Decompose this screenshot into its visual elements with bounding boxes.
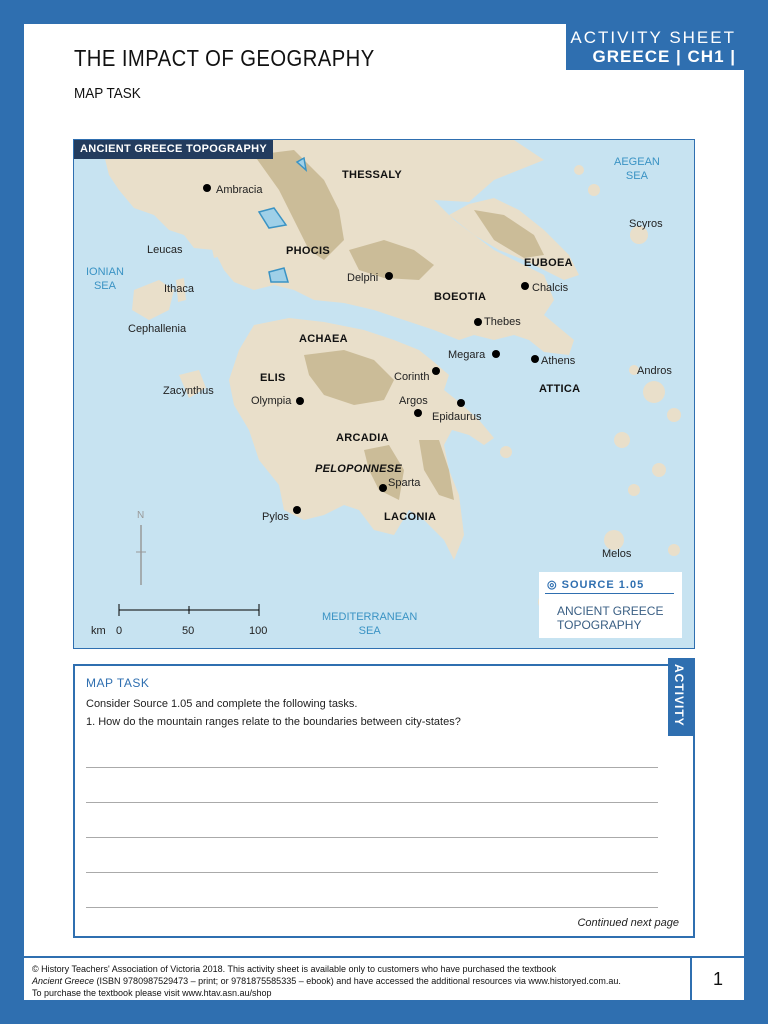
page-title: THE IMPACT OF GEOGRAPHY — [74, 45, 375, 71]
source-box — [539, 572, 682, 638]
scale-unit: km — [91, 625, 106, 637]
city-marker-pylos — [293, 506, 301, 514]
answer-line-4[interactable] — [86, 872, 658, 873]
place-cephallenia: Cephallenia — [128, 323, 187, 335]
region-peloponnese: PELOPONNESE — [315, 463, 403, 475]
place-zacynthus: Zacynthus — [163, 385, 214, 397]
island-aegean-1 — [614, 432, 630, 448]
page-subtitle: MAP TASK — [74, 85, 141, 102]
place-thebes: Thebes — [484, 316, 521, 328]
island-melos — [604, 530, 624, 550]
source-divider — [545, 593, 674, 594]
city-marker-megara — [492, 350, 500, 358]
continued-note: Continued next page — [577, 917, 679, 929]
map-title-tag: ANCIENT GREECE TOPOGRAPHY — [74, 140, 273, 159]
city-marker-chalcis — [521, 282, 529, 290]
answer-line-2[interactable] — [86, 802, 658, 803]
task-intro: Consider Source 1.05 and complete the following tasks. — [86, 698, 358, 710]
task-heading: MAP TASK — [86, 676, 150, 690]
activity-sheet-label: ACTIVITY SHEET — [570, 28, 736, 47]
compass-north-label: N — [137, 510, 145, 521]
city-marker-athens — [531, 355, 539, 363]
activity-side-label: ACTIVITY — [672, 664, 686, 727]
copyright-notice: © History Teachers' Association of Victoria 2018. This activity sheet is available only to customers who have purchased the textbook Ancient Greece (ISBN 9780987529473 – print; or 9781875585335 – ebook) and have accessed the additional resources via www.historyed.com.au. To purchase the textbook please visit www.htav.asn.au/shop — [32, 964, 621, 998]
region-arcadia: ARCADIA — [336, 432, 389, 444]
region-elis: ELIS — [260, 372, 286, 384]
place-ambracia: Ambracia — [216, 184, 263, 196]
chapter-code: GREECE | CH1 | 01 — [592, 47, 736, 86]
place-corinth: Corinth — [394, 371, 430, 383]
scale-label-0: 0 — [116, 625, 123, 637]
region-laconia: LACONIA — [384, 511, 437, 523]
place-ithaca: Ithaca — [164, 283, 194, 295]
place-chalcis: Chalcis — [532, 282, 569, 294]
region-phocis: PHOCIS — [286, 245, 330, 257]
place-delphi: Delphi — [347, 272, 379, 284]
source-caption: ANCIENT GREECE TOPOGRAPHY — [557, 604, 664, 632]
sea-label-mediterranean: MEDITERRANEAN SEA — [322, 611, 418, 637]
place-leucas: Leucas — [147, 244, 183, 256]
city-marker-olympia — [296, 397, 304, 405]
city-marker-sparta — [379, 484, 387, 492]
island-aegean-4 — [667, 408, 681, 422]
answer-line-3[interactable] — [86, 837, 658, 838]
place-pylos: Pylos — [262, 511, 289, 523]
city-marker-epidaurus — [457, 399, 465, 407]
place-athens: Athens — [541, 355, 576, 367]
activity-sheet-tag — [566, 24, 744, 86]
city-marker-argos — [414, 409, 422, 417]
city-marker-thebes — [474, 318, 482, 326]
place-olympia: Olympia — [251, 395, 292, 407]
scale-label-50: 50 — [182, 625, 195, 637]
sea-label-aegean: AEGEAN SEA — [614, 156, 660, 182]
scale-label-100: 100 — [249, 625, 268, 637]
region-boeotia: BOEOTIA — [434, 291, 487, 303]
island-aegean-3 — [628, 484, 640, 496]
place-sparta: Sparta — [388, 477, 421, 489]
place-epidaurus: Epidaurus — [432, 411, 482, 423]
source-heading: ◎ SOURCE 1.05 — [547, 579, 645, 591]
sea-label-ionian: IONIAN SEA — [86, 266, 124, 292]
city-marker-corinth — [432, 367, 440, 375]
page-number: 1 — [690, 958, 744, 1000]
island-aegean-8 — [500, 446, 512, 458]
map-task-box — [73, 664, 695, 938]
island-aegean-7 — [668, 544, 680, 556]
region-achaea: ACHAEA — [299, 333, 348, 345]
answer-line-5[interactable] — [86, 907, 658, 908]
island-andros — [643, 381, 665, 403]
map-figure — [73, 139, 695, 649]
island-aegean-6 — [574, 165, 584, 175]
city-marker-delphi — [385, 272, 393, 280]
place-argos: Argos — [399, 395, 428, 407]
island-aegean-5 — [588, 184, 600, 196]
region-attica: ATTICA — [539, 383, 581, 395]
place-scyros: Scyros — [629, 218, 663, 230]
place-andros: Andros — [637, 365, 672, 377]
activity-side-tab — [668, 658, 695, 736]
task-question-1: 1. How do the mountain ranges relate to the boundaries between city-states? — [86, 716, 461, 728]
region-thessaly: THESSALY — [342, 169, 403, 181]
island-aegean-2 — [652, 463, 666, 477]
region-euboea: EUBOEA — [524, 257, 573, 269]
place-megara: Megara — [448, 349, 486, 361]
city-marker-ambracia — [203, 184, 211, 192]
footer — [24, 956, 744, 1000]
place-melos: Melos — [602, 548, 632, 560]
answer-line-1[interactable] — [86, 767, 658, 768]
